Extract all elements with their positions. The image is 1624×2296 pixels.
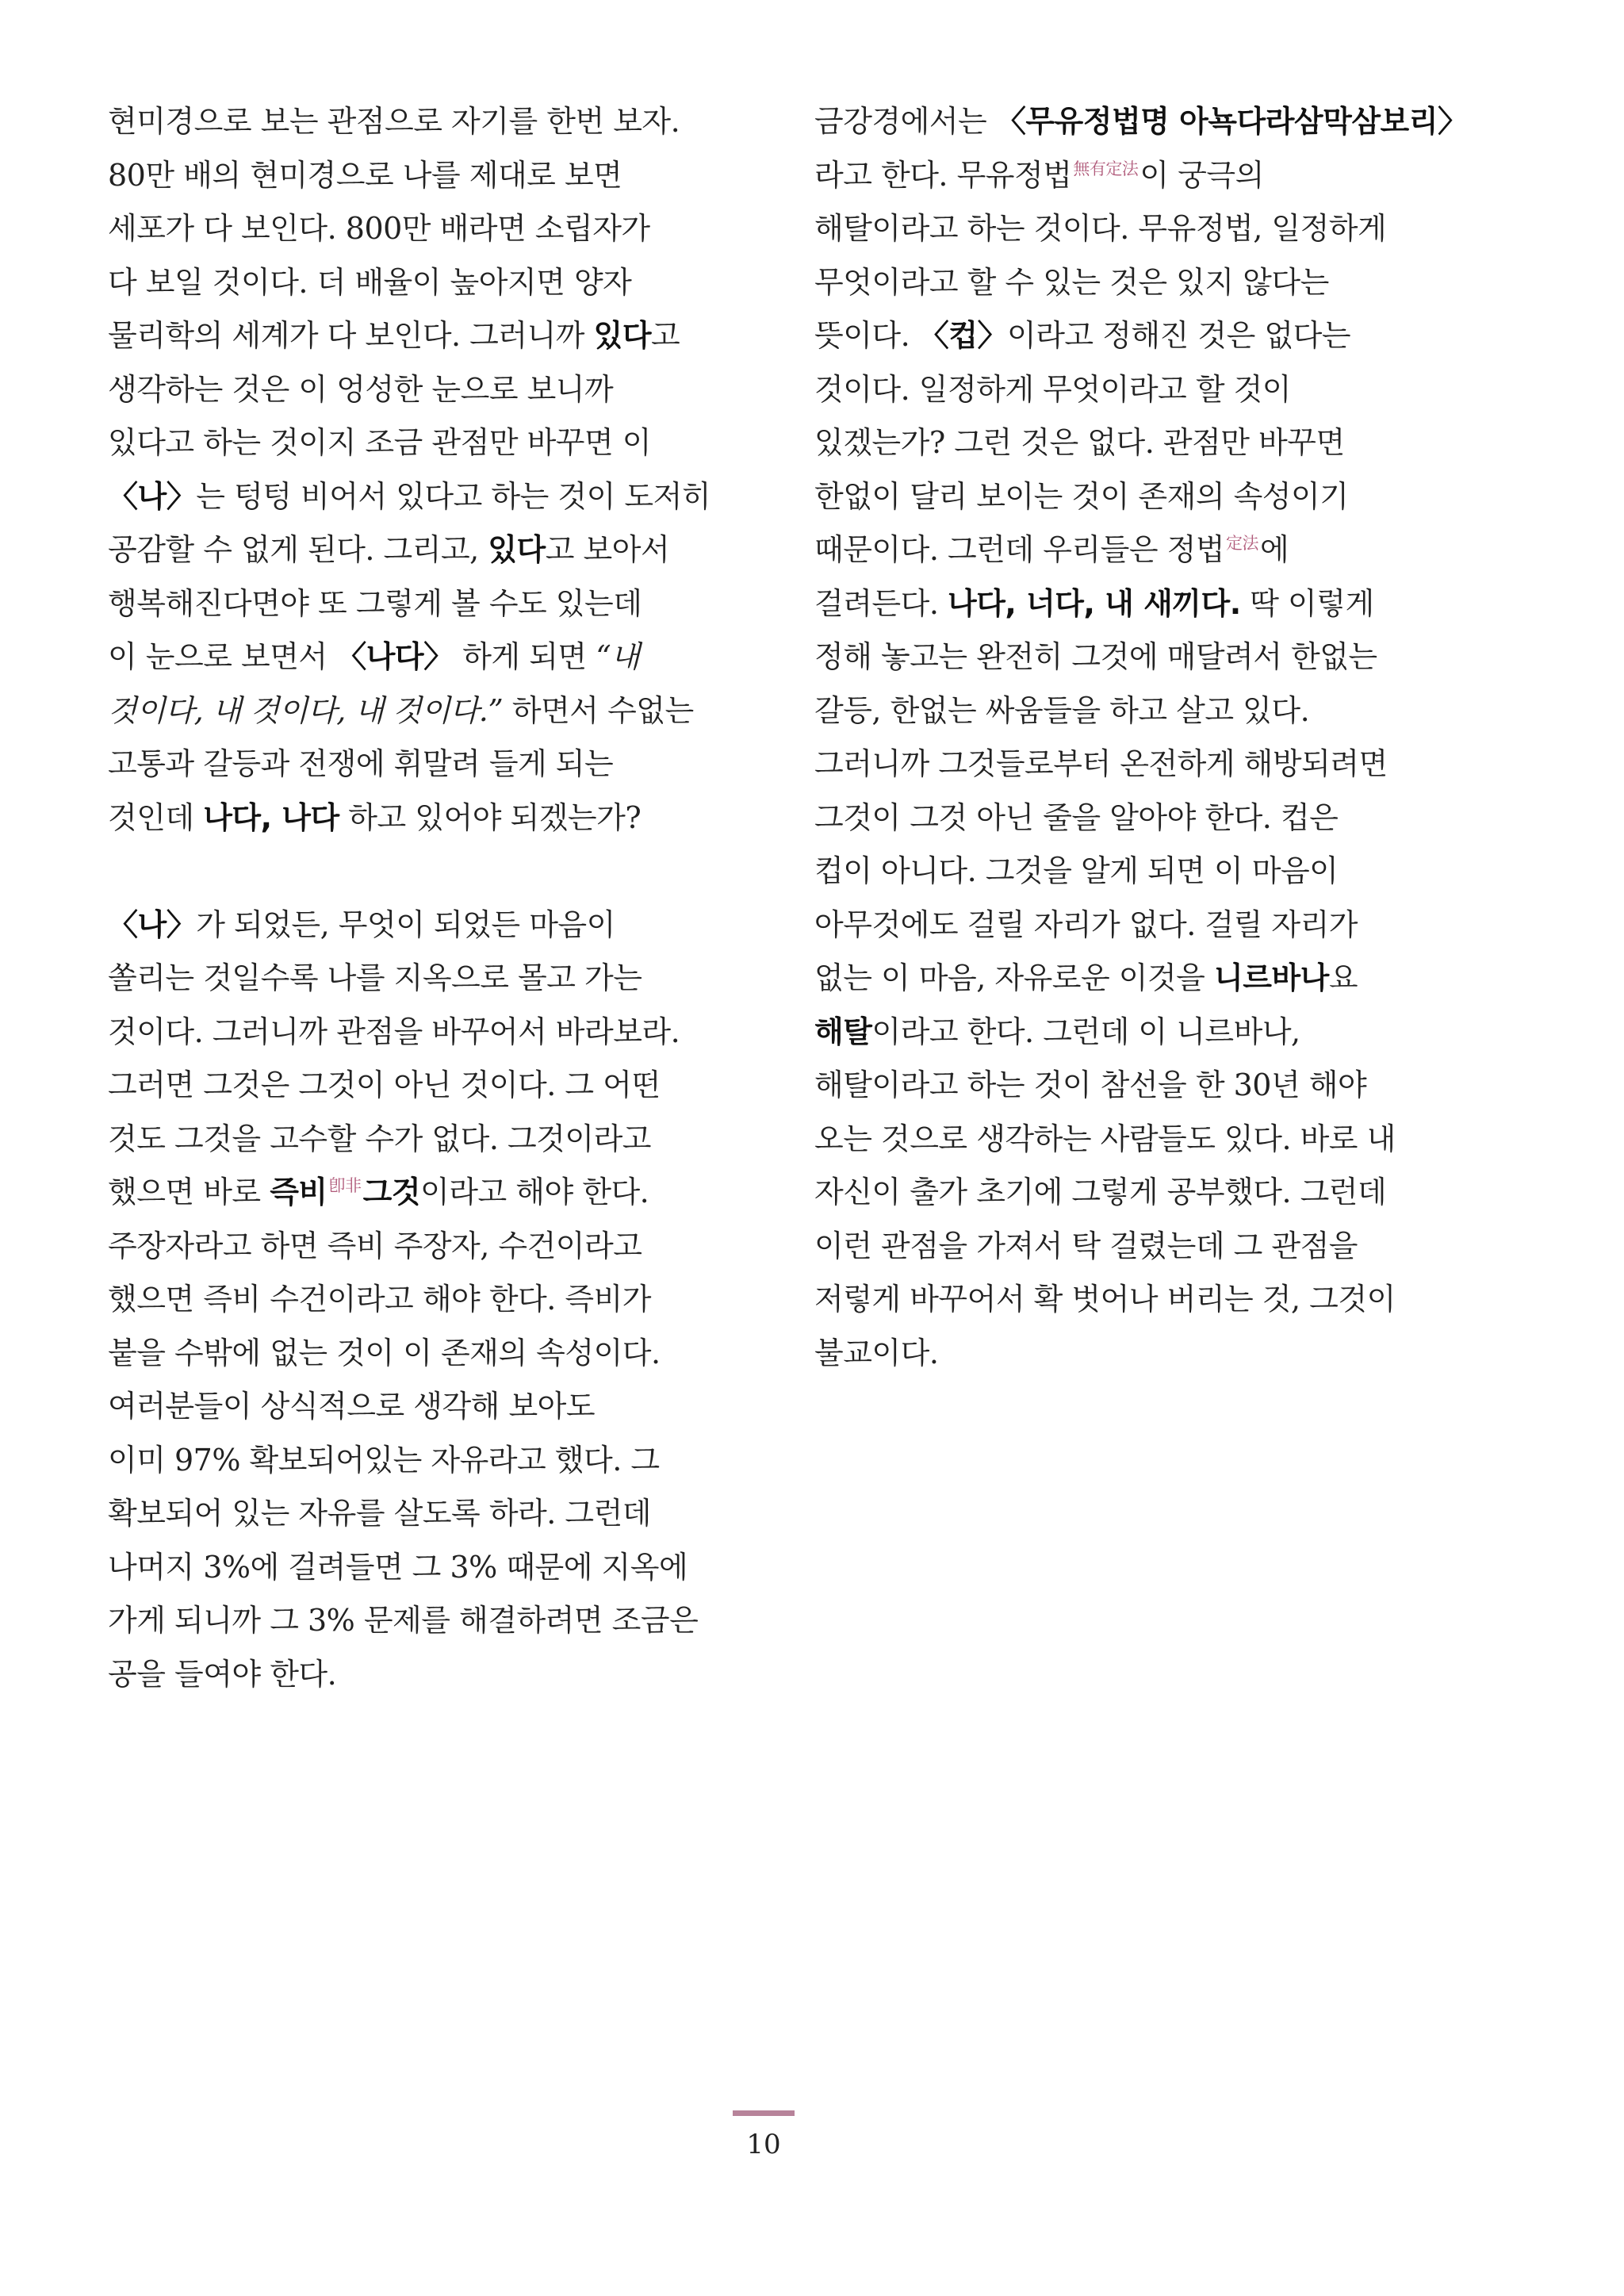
text-run: 그러면 그것은 그것이 아닌 것이다. 그 어떤 — [108, 1068, 661, 1102]
text-run: 물리학의 세계가 다 보인다. 그러니까 — [108, 318, 594, 353]
emphasis-text: 해탈 — [814, 1014, 872, 1049]
text-run: 이라고 해야 한다. — [420, 1175, 649, 1209]
text-line — [814, 899, 1433, 953]
text-line — [108, 1487, 726, 1541]
text-line — [108, 1220, 726, 1274]
text-run: 고 — [651, 318, 680, 353]
text-run: 세포가 다 보인다. 800만 배라면 소립자가 — [108, 211, 650, 246]
text-line — [108, 363, 726, 417]
text-run: 가 되었든, 무엇이 되었든 마음이 — [196, 907, 615, 942]
emphasis-text: 있다 — [488, 532, 546, 567]
right-column — [814, 95, 1468, 1380]
text-line — [814, 738, 1433, 792]
text-line — [108, 523, 726, 577]
text-run: 다 보일 것이다. 더 배율이 높아지면 양자 — [108, 264, 632, 300]
text-line — [108, 202, 726, 256]
text-line — [108, 1380, 726, 1434]
text-line — [108, 1541, 726, 1595]
text-run: 했으면 바로 — [108, 1175, 270, 1209]
text-line — [814, 1113, 1433, 1167]
text-run: 무엇이라고 할 수 있는 것은 있지 않다는 — [814, 264, 1329, 300]
text-run: 쏠리는 것일수록 나를 지옥으로 몰고 가는 — [108, 960, 642, 995]
emphasis-text: 〈나〉 — [108, 478, 197, 514]
quote-text: 것이다, 내 것이다, 내 것이다.” — [108, 692, 504, 728]
text-run: 있다고 하는 것이지 조금 관점만 바꾸면 이 — [108, 425, 652, 460]
text-run: 여러분들이 상식적으로 생각해 보아도 — [108, 1389, 596, 1424]
text-run: 해탈이라고 하는 것이 참선을 한 30년 해야 — [814, 1068, 1367, 1102]
text-line — [814, 149, 1433, 203]
text-line — [814, 631, 1433, 684]
text-line — [108, 952, 726, 1006]
text-run: 컵이 아니다. 그것을 알게 되면 이 마음이 — [814, 853, 1339, 888]
text-run: 해탈이라고 하는 것이다. 무유정법, 일정하게 — [814, 211, 1387, 246]
text-run: 행복해진다면야 또 그렇게 볼 수도 있는데 — [108, 585, 642, 621]
text-run: 갈등, 한없는 싸움들을 하고 살고 있다. — [814, 692, 1310, 728]
hanja-annotation: 定法 — [1226, 534, 1259, 553]
text-run: 80만 배의 현미경으로 나를 제대로 보면 — [108, 157, 622, 193]
text-line — [814, 202, 1433, 256]
text-line — [814, 256, 1433, 310]
quote-text: “내 — [596, 639, 640, 674]
text-line — [108, 95, 726, 149]
text-line — [814, 523, 1433, 577]
text-run: 라고 한다. 무유정법 — [814, 157, 1072, 193]
text-line — [814, 1006, 1433, 1060]
text-line — [108, 256, 726, 310]
text-run: 오는 것으로 생각하는 사람들도 있다. 바로 내 — [814, 1121, 1396, 1156]
text-run: 이미 97% 확보되어있는 자유라고 했다. 그 — [108, 1442, 660, 1478]
text-line — [814, 1059, 1433, 1113]
text-line — [108, 1594, 726, 1648]
text-run: 그러니까 그것들로부터 온전하게 해방되려면 — [814, 746, 1388, 781]
text-line — [108, 1113, 726, 1167]
text-run: 붙을 수밖에 없는 것이 이 존재의 속성이다. — [108, 1335, 661, 1370]
text-run: 요 — [1328, 960, 1358, 995]
text-run: 아무것에도 걸릴 자리가 없다. 걸릴 자리가 — [814, 907, 1358, 942]
text-line — [108, 416, 726, 470]
text-line — [814, 470, 1433, 524]
emphasis-text: 즉비 — [270, 1175, 327, 1209]
text-run: 불교이다. — [814, 1335, 939, 1370]
text-run: 나머지 3%에 걸려들면 그 3% 때문에 지옥에 — [108, 1549, 688, 1585]
text-line — [108, 577, 726, 631]
text-run: 공을 들여야 한다. — [108, 1656, 337, 1692]
text-run: 고통과 갈등과 전쟁에 휘말려 들게 되는 — [108, 746, 614, 781]
text-line — [814, 845, 1433, 899]
text-run: 것이다. 그러니까 관점을 바꾸어서 바라보라. — [108, 1014, 680, 1049]
text-line — [814, 684, 1433, 738]
text-line — [108, 470, 726, 524]
text-line — [108, 684, 726, 738]
text-run: 이 눈으로 보면서 — [108, 639, 337, 674]
emphasis-text: 나다, 너다, 내 새끼다. — [948, 585, 1241, 621]
text-run: 는 텅텅 비어서 있다고 하는 것이 도저히 — [196, 478, 711, 514]
text-run: 이라고 한다. 그런데 이 니르바나, — [871, 1014, 1300, 1049]
text-line — [108, 309, 726, 363]
text-run: 확보되어 있는 자유를 살도록 하라. 그런데 — [108, 1496, 652, 1531]
text-run: 이런 관점을 가져서 탁 걸렸는데 그 관점을 — [814, 1228, 1358, 1263]
text-run: 하면서 수없는 — [503, 692, 694, 728]
text-run: 그것이 그것 아닌 줄을 알아야 한다. 컵은 — [814, 799, 1339, 835]
text-run: 것인데 — [108, 799, 204, 835]
emphasis-text: 그것 — [362, 1175, 421, 1209]
text-line — [108, 1327, 726, 1381]
text-line — [814, 416, 1433, 470]
text-run: 있겠는가? 그런 것은 없다. 관점만 바꾸면 — [814, 425, 1345, 460]
text-line — [108, 738, 726, 792]
text-line — [814, 1220, 1433, 1274]
text-line — [108, 1166, 726, 1220]
text-line — [814, 95, 1468, 149]
text-run: 에 — [1260, 532, 1289, 567]
text-line — [814, 1166, 1433, 1220]
text-run: 이 궁극의 — [1139, 157, 1264, 193]
text-run: 저렇게 바꾸어서 확 벗어나 버리는 것, 그것이 — [814, 1282, 1396, 1317]
text-run: 했으면 즉비 수건이라고 해야 한다. 즉비가 — [108, 1282, 652, 1317]
emphasis-text: 있다 — [593, 318, 652, 353]
text-run: 하고 있어야 되겠는가? — [339, 799, 642, 835]
text-line — [108, 792, 726, 845]
text-line — [108, 1434, 726, 1488]
text-line — [814, 792, 1433, 845]
text-run: 정해 놓고는 완전히 그것에 매달려서 한없는 — [814, 639, 1377, 674]
text-run: 딱 이렇게 — [1240, 585, 1374, 621]
text-run: 것도 그것을 고수할 수가 없다. 그것이라고 — [108, 1121, 652, 1156]
text-run: 이라고 정해진 것은 없다는 — [1007, 318, 1351, 353]
page-number: 10 — [746, 2129, 781, 2160]
hanja-annotation: 卽非 — [328, 1176, 362, 1195]
text-line — [814, 1327, 1433, 1381]
text-line — [108, 149, 726, 203]
emphasis-text: 나다, 나다 — [203, 799, 339, 835]
text-run: 주장자라고 하면 즉비 주장자, 수건이라고 — [108, 1228, 642, 1263]
text-line — [108, 899, 726, 953]
text-run: 금강경에서는 — [814, 104, 996, 139]
text-line — [814, 952, 1433, 1006]
text-run: 뜻이다. — [814, 318, 919, 353]
left-column — [108, 95, 726, 1701]
page-number-rule — [733, 2110, 795, 2116]
text-line — [108, 1648, 726, 1702]
emphasis-text: 〈컵〉 — [918, 318, 1008, 353]
text-run: 한없이 달리 보이는 것이 존재의 속성이기 — [814, 478, 1349, 514]
paragraph-gap — [108, 845, 726, 899]
text-line — [108, 1006, 726, 1060]
text-line — [108, 631, 726, 684]
text-line — [814, 577, 1433, 631]
text-run: 생각하는 것은 이 엉성한 눈으로 보니까 — [108, 371, 614, 407]
emphasis-text: 〈무유정법명 아뇩다라삼막삼보리〉 — [995, 104, 1468, 139]
text-run: 자신이 출가 초기에 그렇게 공부했다. 그런데 — [814, 1175, 1387, 1209]
text-run: 하게 되면 — [453, 639, 596, 674]
text-run: 공감할 수 없게 된다. 그리고, — [108, 532, 488, 567]
text-line — [814, 1273, 1433, 1327]
text-run: 가게 되니까 그 3% 문제를 해결하려면 조금은 — [108, 1603, 699, 1638]
text-run: 때문이다. 그런데 우리들은 정법 — [814, 532, 1225, 567]
text-line — [814, 363, 1433, 417]
hanja-annotation: 無有定法 — [1073, 159, 1139, 178]
text-run: 고 보아서 — [545, 532, 670, 567]
text-run: 없는 이 마음, 자유로운 이것을 — [814, 960, 1214, 995]
emphasis-text: 〈나〉 — [108, 907, 197, 942]
text-line — [108, 1273, 726, 1327]
emphasis-text: 니르바나 — [1213, 960, 1329, 995]
text-run: 걸려든다. — [814, 585, 948, 621]
text-run: 것이다. 일정하게 무엇이라고 할 것이 — [814, 371, 1292, 407]
emphasis-text: 〈나다〉 — [336, 639, 454, 674]
text-line — [108, 1059, 726, 1113]
text-line — [814, 309, 1433, 363]
text-run: 현미경으로 보는 관점으로 자기를 한번 보자. — [108, 104, 680, 139]
